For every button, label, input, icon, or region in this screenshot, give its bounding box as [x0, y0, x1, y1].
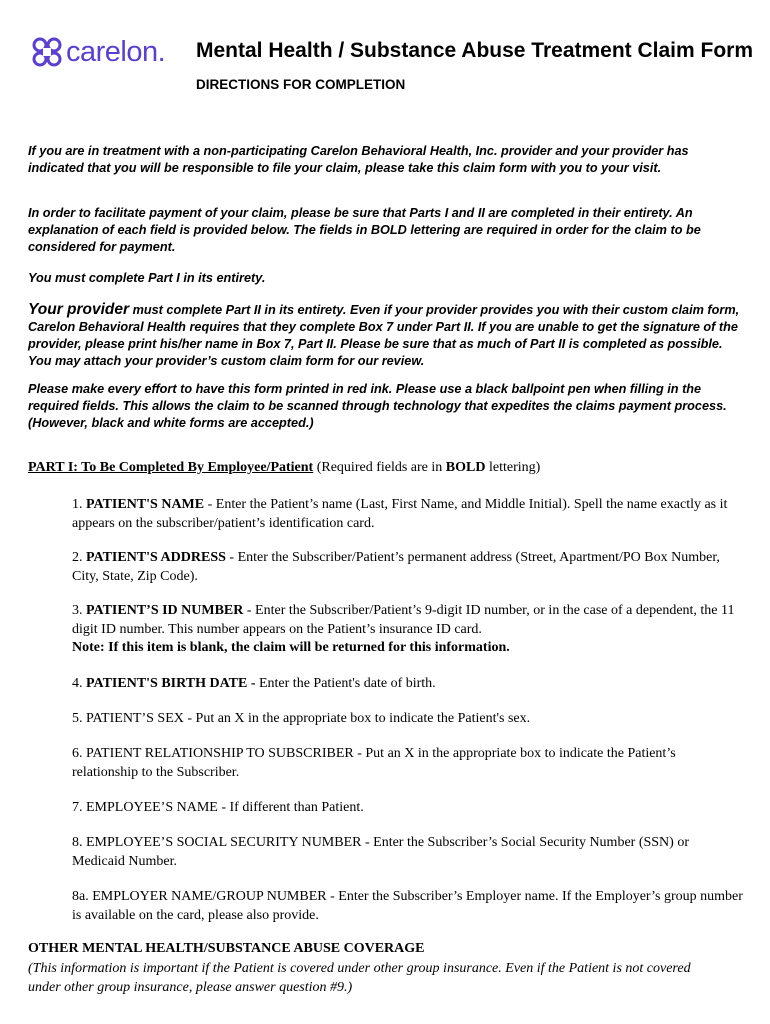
intro-paragraph-4-text: must complete Part II in its entirety. Even if your provider provides you with their custom claim form, Carelon Behavioral Health requires that they complete Box 7 under Part II. If you are unable to get the signature of the provider, please print his/her name in Box 7, Part II. Please be sure that as much of Part II is completed as possible. You may attach your provider’s custom claim form for our review. [28, 303, 740, 368]
intro-paragraph-3: You must complete Part I in its entirety. [28, 271, 266, 285]
item-8a: 8a. EMPLOYER NAME/GROUP NUMBER - Enter the Subscriber’s Employer name. If the Employer’s group number is available on the card, please also provide. [72, 889, 743, 923]
carelon-logo-icon [30, 35, 64, 69]
other-coverage-heading: OTHER MENTAL HEALTH/SUBSTANCE ABUSE COVERAGE [28, 941, 425, 956]
logo-dot: . [157, 35, 166, 68]
part1-heading [28, 460, 540, 476]
item-6: 6. PATIENT RELATIONSHIP TO SUBSCRIBER - Put an X in the appropriate box to indicate the Patient’s relationship to the Subscriber. [72, 746, 676, 780]
other-coverage-text: (This information is important if the Patient is covered under other group insurance. Even if the Patient is not covered under other group insurance, please answer question #9.) [28, 961, 691, 995]
item-1 [72, 496, 744, 533]
item-3 [72, 602, 744, 658]
your-provider-lead: Your provider [28, 301, 130, 318]
carelon-logo [30, 34, 180, 70]
item-text: - Enter the Subscriber/Patient’s 9-digit ID number, or in the case of a dependent, the 11 digit ID number. This number appears on the Patient’s insurance ID card. [72, 603, 735, 637]
item-text: - Enter the Patient’s name (Last, First Name, and Middle Initial). Spell the name exactly as it appears on the subscriber/patient’s identification card. [72, 497, 728, 531]
page-subtitle: DIRECTIONS FOR COMPLETION [196, 77, 406, 92]
item-3-note: Note: If this item is blank, the claim will be returned for this information. [72, 640, 510, 655]
item-text: Enter the Patient's date of birth. [255, 676, 436, 691]
part1-req-bold: BOLD [445, 460, 486, 475]
logo-wordmark: carelon [66, 35, 158, 68]
page-title: Mental Health / Substance Abuse Treatment Claim Form [196, 39, 754, 62]
part1-req-post: lettering) [485, 460, 541, 475]
intro-paragraph-5: Please make every effort to have this form printed in red ink. Please use a black ballpoint pen when filling in the required fields. This allows the claim to be scanned through technology that expedites the claims payment process. (However, black and white forms are accepted.) [28, 382, 727, 430]
item-number: 2. [72, 550, 86, 565]
item-number: 1. [72, 497, 86, 512]
item-4 [72, 675, 744, 694]
item-label: PATIENT’S ID NUMBER [86, 603, 244, 618]
item-7: 7. EMPLOYEE’S NAME - If different than Patient. [72, 800, 364, 815]
item-5: 5. PATIENT’S SEX - Put an X in the appropriate box to indicate the Patient's sex. [72, 711, 531, 726]
item-label: PATIENT'S NAME [86, 497, 205, 512]
item-number: 3. [72, 603, 86, 618]
item-2 [72, 549, 744, 586]
item-number: 4. [72, 676, 86, 691]
intro-paragraph-1: If you are in treatment with a non-participating Carelon Behavioral Health, Inc. provider and your provider has indicated that you will be responsible to file your claim, please take this claim form with you to your visit. [28, 144, 689, 175]
item-text: - Enter the Subscriber/Patient’s permanent address (Street, Apartment/PO Box Number, City, State, Zip Code). [72, 550, 720, 584]
item-label: PATIENT'S ADDRESS [86, 550, 226, 565]
part1-req-pre: (Required fields are in [313, 460, 446, 475]
item-label: PATIENT'S BIRTH DATE - [86, 676, 256, 691]
intro-paragraph-4 [28, 301, 746, 370]
intro-paragraph-2: In order to facilitate payment of your claim, please be sure that Parts I and II are completed in their entirety. An explanation of each field is provided below. The fields in BOLD lettering are required in order for the claim to be considered for payment. [28, 206, 701, 254]
item-8: 8. EMPLOYEE’S SOCIAL SECURITY NUMBER - Enter the Subscriber’s Social Security Number (SSN) or Medicaid Number. [72, 835, 689, 869]
part1-title: PART I: To Be Completed By Employee/Patient [28, 460, 314, 475]
